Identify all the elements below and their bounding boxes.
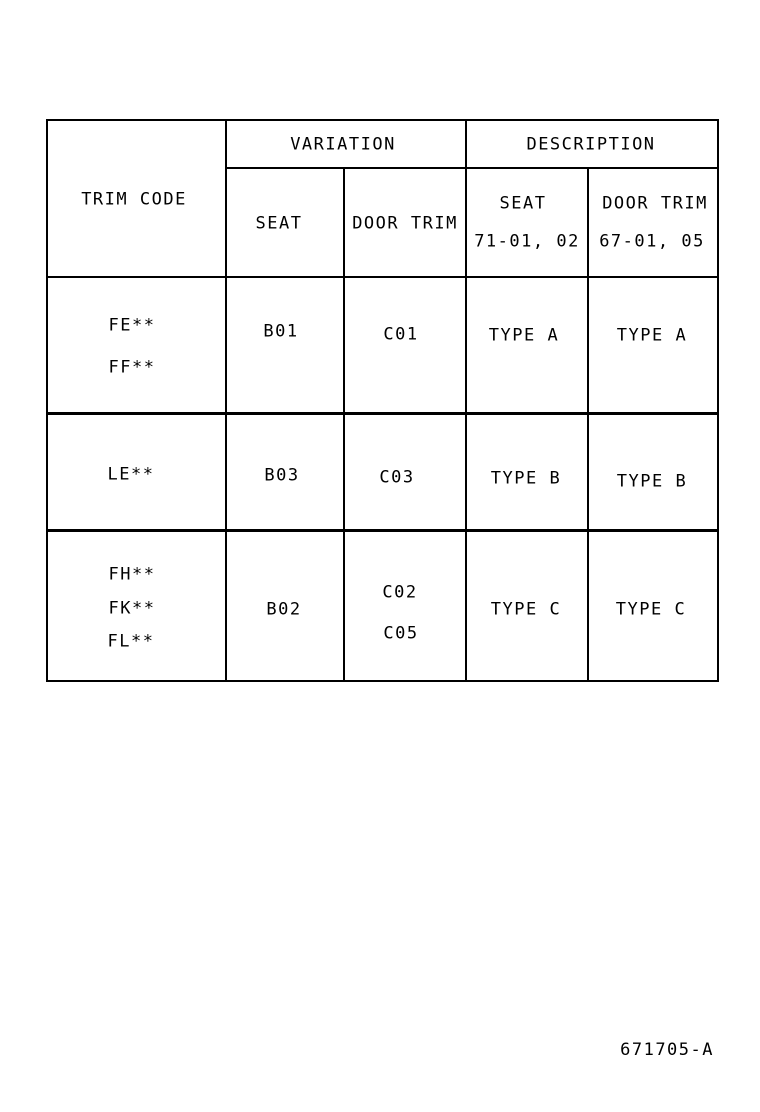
header-description: DESCRIPTION xyxy=(526,134,656,155)
header-subrow-divider xyxy=(225,167,719,169)
row3-trim-code-1: FH** xyxy=(108,564,156,585)
col-divider-1 xyxy=(225,121,227,680)
figure-code: 671705-A xyxy=(620,1040,714,1060)
row3-desc-door-trim: TYPE C xyxy=(615,599,687,620)
row3-trim-code-3: FL** xyxy=(107,631,155,652)
row-divider-2 xyxy=(48,529,719,532)
header-trim-code: TRIM CODE xyxy=(81,189,187,210)
row2-trim-code-1: LE** xyxy=(107,464,155,485)
header-bottom-divider xyxy=(48,276,719,278)
header-variation: VARIATION xyxy=(290,134,396,155)
row1-seat: B01 xyxy=(263,321,299,342)
header-desc-door-trim-ref: 67-01, 05 xyxy=(599,231,705,252)
header-desc-seat-ref: 71-01, 02 xyxy=(474,231,580,252)
trim-variation-table xyxy=(46,119,719,682)
row1-trim-code-2: FF** xyxy=(108,357,156,378)
row1-desc-door-trim: TYPE A xyxy=(616,325,688,346)
row2-seat: B03 xyxy=(264,465,300,486)
col-divider-4 xyxy=(587,169,589,680)
header-desc-door-trim: DOOR TRIM xyxy=(602,193,708,214)
row3-seat: B02 xyxy=(266,599,302,620)
row2-door-trim-1: C03 xyxy=(379,467,415,488)
header-var-door-trim: DOOR TRIM xyxy=(352,213,458,234)
row2-desc-seat: TYPE B xyxy=(490,468,562,489)
header-var-seat: SEAT xyxy=(255,213,303,234)
col-divider-3 xyxy=(465,121,467,680)
row3-door-trim-1: C02 xyxy=(382,582,418,603)
col-divider-2 xyxy=(343,169,345,680)
row1-desc-seat: TYPE A xyxy=(488,325,560,346)
row1-trim-code-1: FE** xyxy=(108,315,156,336)
row2-desc-door-trim: TYPE B xyxy=(616,471,688,492)
row3-door-trim-2: C05 xyxy=(383,623,419,644)
row3-desc-seat: TYPE C xyxy=(490,599,562,620)
row-divider-1 xyxy=(48,412,719,415)
header-desc-seat: SEAT xyxy=(499,193,547,214)
row1-door-trim-1: C01 xyxy=(383,324,419,345)
row3-trim-code-2: FK** xyxy=(108,598,156,619)
